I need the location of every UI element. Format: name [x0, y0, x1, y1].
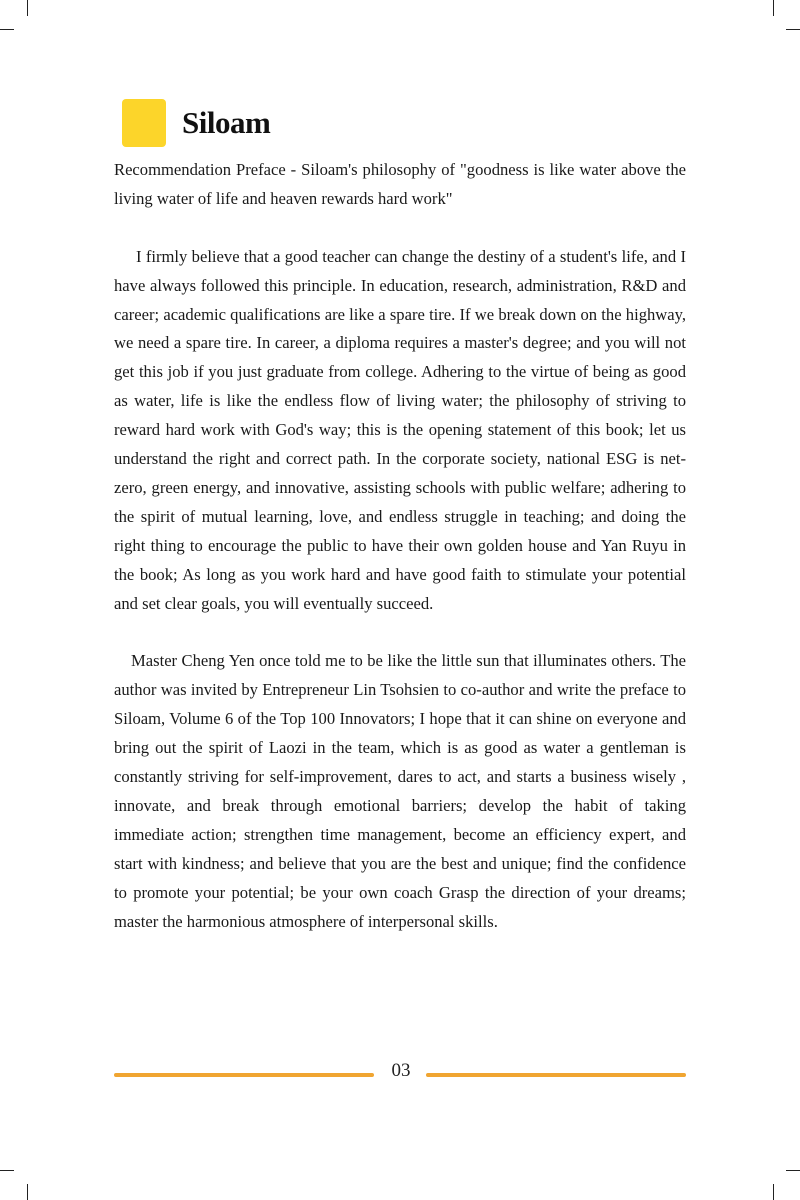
paragraph-1: I firmly believe that a good teacher can change the destiny of a student's life, and I have always followed this principle. In education, research, administration, R&D and career; academic qualifications are like a spare tire. If we break down on the highway, we need a spare tire. In career, a diploma requires a master's degree; and you will not get this job if you just graduate from college. Adhering to the virtue of being as good as water, life is like the endless flow of living water; the philosophy of striving to reward hard work with God's way; this is the opening statement of this book; let us understand the right and correct path. In the corporate society, national ESG is net-zero, green energy, and innovative, assisting schools with public welfare; adhering to the spirit of mutual learning, love, and endless struggle in teaching; and doing the right thing to encourage the public to have their own golden house and Yan Ruyu in the book; As long as you work hard and have good faith to stimulate your potential and set clear goals, you will eventually succeed.	[114, 246, 686, 613]
crop-mark-bottom-left	[27, 1184, 28, 1200]
crop-mark-bottom-right	[773, 1184, 774, 1200]
crop-mark-top-left-h	[0, 29, 14, 30]
chapter-heading	[122, 99, 270, 147]
chapter-title: Siloam	[182, 105, 271, 140]
crop-mark-bottom-left-h	[0, 1170, 14, 1171]
footer-rule-left	[114, 1073, 374, 1077]
crop-mark-top-left	[27, 0, 28, 16]
accent-square	[122, 99, 166, 147]
preface-subtitle: Recommendation Preface - Siloam's philosophy of "goodness is like water above the living water of life and heaven rewards hard work"	[114, 160, 686, 208]
page-number: 03	[391, 1060, 411, 1081]
crop-mark-bottom-right-h	[786, 1170, 800, 1171]
footer-rule-right	[426, 1073, 686, 1077]
paragraph-2: Master Cheng Yen once told me to be like the little sun that illuminates others. The author was invited by Entrepreneur Lin Tsohsien to co-author and write the preface to Siloam, Volume 6 of the Top 100 Innovators; I hope that it can shine on everyone and bring out the spirit of Laozi in the team, which is as good as water a gentleman is constantly striving for self-improvement, dares to act, and starts a business wisely , innovate, and break through emotional barriers; develop the habit of taking immediate action; strengthen time management, become an efficiency expert, and start with kindness; and believe that you are the best and unique; find the confidence to promote your potential; be your own coach Grasp the direction of your dreams; master the harmonious atmosphere of interpersonal skills.	[114, 651, 686, 931]
crop-mark-top-right-h	[786, 29, 800, 30]
crop-mark-top-right	[773, 0, 774, 16]
body-text	[114, 156, 686, 936]
page-footer	[114, 1058, 686, 1084]
